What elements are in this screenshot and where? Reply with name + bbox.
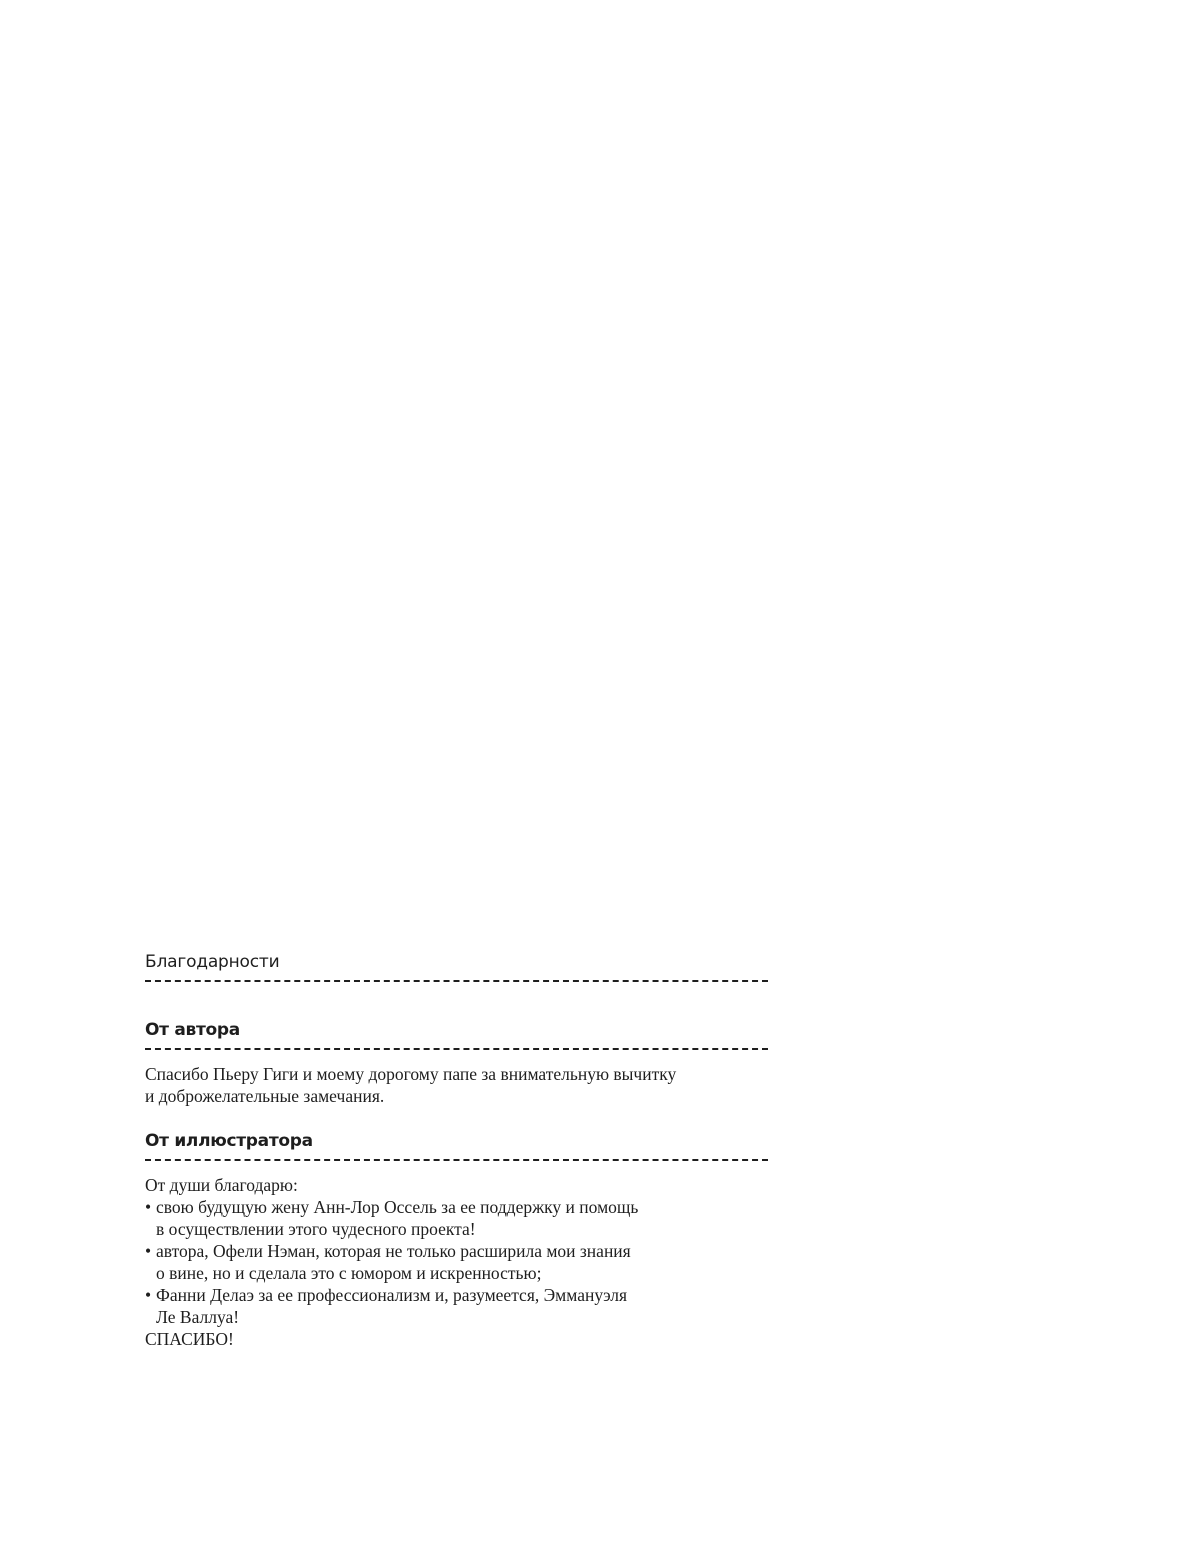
bullet-icon: • (145, 1197, 152, 1217)
page-title: Благодарности (145, 952, 280, 972)
closing-text: СПАСИБО! (145, 1329, 234, 1349)
title-divider (145, 980, 768, 982)
author-heading: От автора (145, 1020, 240, 1040)
illustrator-intro: От души благодарю: (145, 1175, 298, 1195)
illustrator-heading: От иллюстратора (145, 1131, 313, 1151)
author-divider (145, 1048, 768, 1050)
list-item (145, 1240, 768, 1284)
list-item (145, 1284, 768, 1328)
list-item-line: о вине, но и сделала это с юмором и искренностью; (156, 1263, 542, 1283)
author-text-line: Спасибо Пьеру Гиги и моему дорогому папе за внимательную вычитку (145, 1064, 677, 1084)
bullet-icon: • (145, 1241, 152, 1261)
thanks-list (145, 1196, 768, 1328)
list-item (145, 1196, 768, 1240)
bullet-icon: • (145, 1285, 152, 1305)
list-item-line: Фанни Делаэ за ее профессионализм и, разумеется, Эммануэля (156, 1285, 628, 1305)
list-item-line: автора, Офели Нэман, которая не только расширила мои знания (156, 1241, 631, 1261)
acknowledgements-page (145, 950, 768, 1350)
list-item-line: в осуществлении этого чудесного проекта! (156, 1219, 476, 1239)
author-text (145, 1063, 768, 1107)
illustrator-divider (145, 1159, 768, 1161)
list-item-line: свою будущую жену Анн-Лор Оссель за ее поддержку и помощь (156, 1197, 639, 1217)
author-section (145, 1018, 768, 1107)
illustrator-section (145, 1129, 768, 1350)
author-text-line: и доброжелательные замечания. (145, 1086, 385, 1106)
list-item-line: Ле Валлуа! (156, 1307, 240, 1327)
